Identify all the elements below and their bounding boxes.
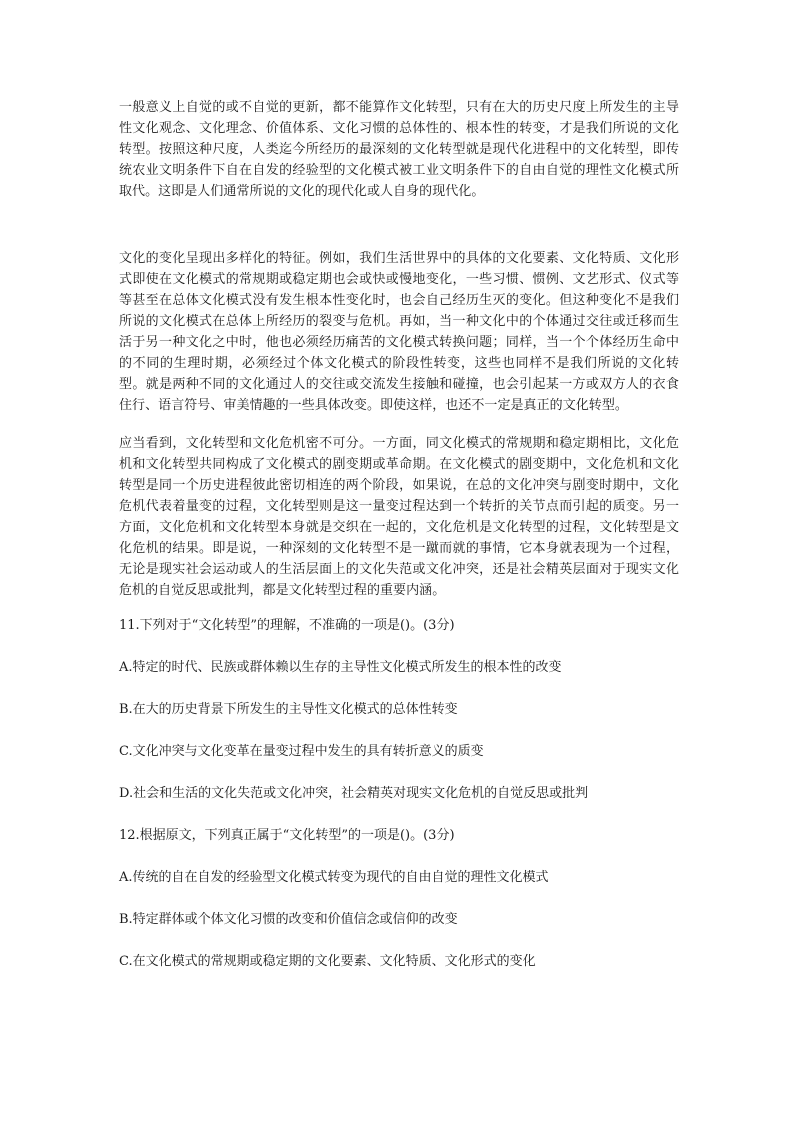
passage-paragraph-1: 一般意义上自觉的或不自觉的更新，都不能算作文化转型，只有在大的历史尺度上所发生的主导性文化观念、文化理念、价值体系、文化习惯的总体性的、根本性的转变，才是我们所说的文化转型。按照这种尺度，人类迄今所经历的最深刻的文化转型就是现代化进程中的文化转型，即传统农业文明条件下自在自发的经验型的文化模式被工业文明条件下的自由自觉的理性文化模式所取代。这即是人们通常所说的文化的现代化或人自身的现代化。 [119,100,679,199]
document-page [119,97,679,993]
question-stem: 11.下列对于“文化转型”的理解，不准确的一项是()。(3分) [119,618,455,633]
question-12 [119,825,679,972]
option-c: C.在文化模式的常规期或稳定期的文化要素、文化特质、文化形式的变化 [119,954,536,969]
option-a: A.传统的自在自发的经验型文化模式转变为现代的自由自觉的理性文化模式 [119,870,549,885]
option-d: D.社会和生活的文化失范或文化冲突，社会精英对现实文化危机的自觉反思或批判 [119,786,589,801]
question-11 [119,615,679,804]
question-stem: 12.根据原文，下列真正属于“文化转型”的一项是()。(3分) [119,828,455,843]
passage-paragraph-3: 应当看到，文化转型和文化危机密不可分。一方面，同文化模式的常规期和稳定期相比，文化危机和文化转型共同构成了文化模式的剧变期或革命期。在文化模式的剧变期中，文化危机和文化转型是同一个历史进程彼此密切相连的两个阶段，如果说，在总的文化冲突与剧变时期中，文化危机代表着量变的过程，文化转型则是这一量变过程达到一个转折的关节点而引起的质变。另一方面，文化危机和文化转型本身就是交织在一起的，文化危机是文化转型的过程，文化转型是文化危机的结果。即是说，一种深刻的文化转型不是一蹴而就的事情，它本身就表现为一个过程，无论是现实社会运动或人的生活层面上的文化失范或文化冲突，还是社会精英层面对于现实文化危机的自觉反思或批判，都是文化转型过程的重要内涵。 [119,436,679,598]
option-b: B.特定群体或个体文化习惯的改变和价值信念或信仰的改变 [119,912,458,927]
option-b: B.在大的历史背景下所发生的主导性文化模式的总体性转变 [119,702,458,717]
option-c: C.文化冲突与文化变革在量变过程中发生的具有转折意义的质变 [119,744,484,759]
passage-paragraph-2: 文化的变化呈现出多样化的特征。例如，我们生活世界中的具体的文化要素、文化特质、文化形式即使在文化模式的常规期或稳定期也会或快或慢地变化，一些习惯、惯例、文艺形式、仪式等等甚至在总体文化模式没有发生根本性变化时，也会自己经历生灭的变化。但这种变化不是我们所说的文化模式在总体上所经历的裂变与危机。再如，当一种文化中的个体通过交往或迁移而生活于另一种文化之中时，他也必须经历痛苦的文化模式转换问题；同样，当一个个体经历生命中的不同的生理时期，必须经过个体文化模式的阶段性转变，这些也同样不是我们所说的文化转型。就是两种不同的文化通过人的交往或交流发生接触和碰撞，也会引起某一方或双方人的衣食住行、语言符号、审美情趣的一些具体改变。即使这样，也还不一定是真正的文化转型。 [119,251,679,413]
option-a: A.特定的时代、民族或群体赖以生存的主导性文化模式所发生的根本性的改变 [119,660,562,675]
